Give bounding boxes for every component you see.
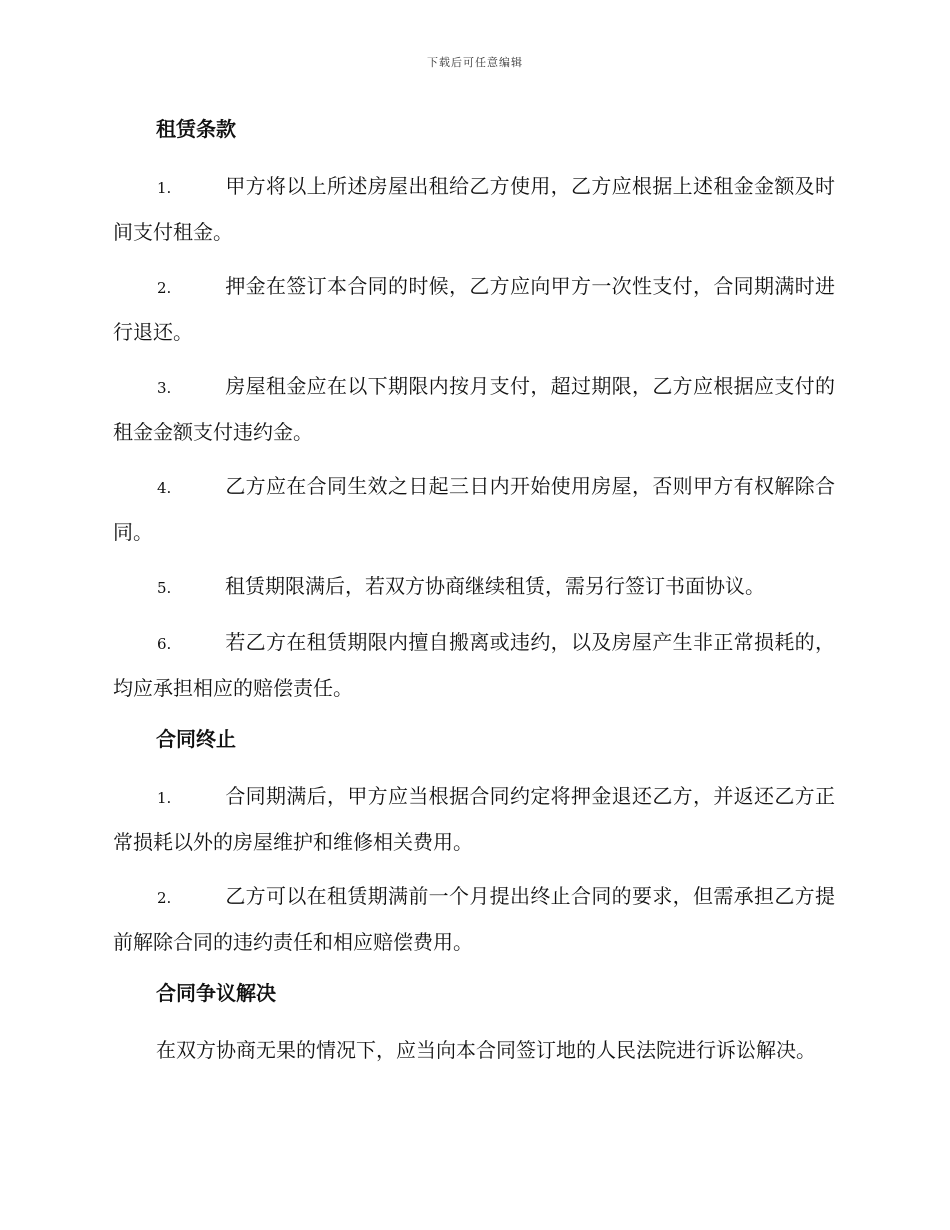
paragraph-dispute: 在双方协商无果的情况下，应当向本合同签订地的人民法院进行诉讼解决。 — [156, 1038, 816, 1062]
list-item — [113, 874, 835, 964]
item-number: 3. — [157, 379, 172, 397]
list-item — [113, 164, 835, 254]
list-item — [113, 564, 835, 610]
document-body — [113, 110, 835, 1072]
section-heading-lease-terms: 租赁条款 — [156, 117, 236, 141]
item-number: 2. — [157, 279, 172, 297]
item-text: 合同期满后，甲方应当根据合同约定将押金退还乙方，并返还乙方正常损耗以外的房屋维护和维修相关费用。 — [113, 784, 835, 854]
section-heading-termination: 合同终止 — [156, 727, 236, 751]
header-note: 下载后可任意编辑 — [427, 56, 523, 69]
item-text: 乙方可以在租赁期满前一个月提出终止合同的要求，但需承担乙方提前解除合同的违约责任和相应赔偿费用。 — [113, 884, 835, 954]
item-text: 押金在签订本合同的时候，乙方应向甲方一次性支付，合同期满时进行退还。 — [113, 274, 835, 344]
list-item — [113, 264, 835, 354]
item-text: 乙方应在合同生效之日起三日内开始使用房屋，否则甲方有权解除合同。 — [113, 474, 835, 544]
item-number: 4. — [157, 479, 172, 497]
list-item — [113, 364, 835, 454]
item-text: 租赁期限满后，若双方协商继续租赁，需另行签订书面协议。 — [225, 574, 765, 598]
item-text: 甲方将以上所述房屋出租给乙方使用，乙方应根据上述租金金额及时间支付租金。 — [113, 174, 835, 244]
list-item — [113, 774, 835, 864]
list-item — [113, 620, 835, 710]
item-text: 若乙方在租赁期限内擅自搬离或违约，以及房屋产生非正常损耗的，均应承担相应的赔偿责任。 — [113, 630, 835, 700]
item-number: 5. — [157, 579, 172, 597]
item-number: 1. — [157, 179, 172, 197]
item-number: 1. — [157, 789, 172, 807]
item-text: 房屋租金应在以下期限内按月支付，超过期限，乙方应根据应支付的租金金额支付违约金。 — [113, 374, 835, 444]
list-item — [113, 464, 835, 554]
item-number: 2. — [157, 889, 172, 907]
section-heading-dispute-resolution: 合同争议解决 — [156, 981, 276, 1005]
item-number: 6. — [157, 635, 172, 653]
